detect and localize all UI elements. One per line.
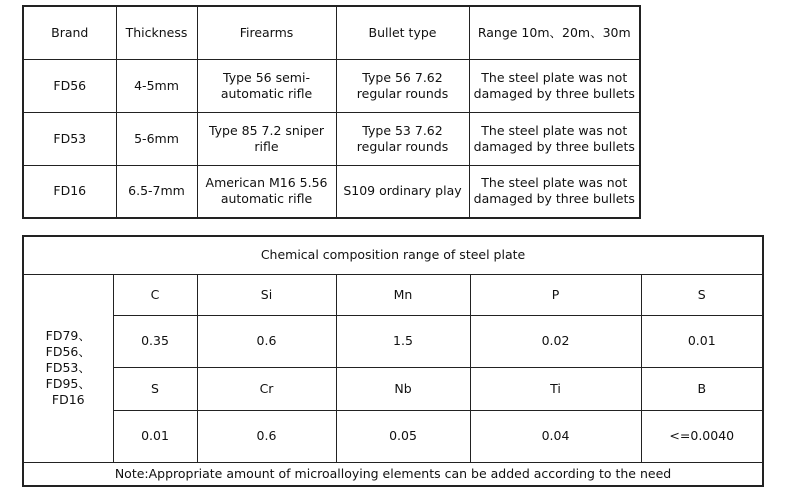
cell-thickness: 6.5-7mm xyxy=(116,165,197,218)
value-cell: 0.6 xyxy=(197,410,336,462)
value-cell: 0.6 xyxy=(197,315,336,367)
chemical-composition-table xyxy=(22,235,764,487)
element-cell: S xyxy=(113,367,197,410)
value-row xyxy=(23,410,763,462)
element-cell: S xyxy=(641,274,763,315)
element-cell: Ti xyxy=(470,367,641,410)
cell-firearms: Type 85 7.2 sniper rifle xyxy=(197,112,336,165)
table-header-row xyxy=(23,6,640,59)
cell-brand: FD53 xyxy=(23,112,116,165)
cell-bullet-type: Type 53 7.62 regular rounds xyxy=(336,112,469,165)
cell-range-result: The steel plate was not damaged by three bullets xyxy=(469,165,640,218)
header-bullet-type: Bullet type xyxy=(336,6,469,59)
value-cell: 0.02 xyxy=(470,315,641,367)
header-firearms: Firearms xyxy=(197,6,336,59)
element-cell: Cr xyxy=(197,367,336,410)
element-cell: Nb xyxy=(336,367,470,410)
cell-firearms: Type 56 semi-automatic rifle xyxy=(197,59,336,112)
brand-list-cell: FD79、FD56、FD53、FD95、FD16 xyxy=(23,274,113,462)
composition-note: Note:Appropriate amount of microalloying elements can be added according to the need xyxy=(23,462,763,486)
table-row xyxy=(23,112,640,165)
element-row xyxy=(23,367,763,410)
element-row xyxy=(23,274,763,315)
value-cell: 0.35 xyxy=(113,315,197,367)
table-row xyxy=(23,165,640,218)
value-cell: 0.01 xyxy=(113,410,197,462)
value-cell: <=0.0040 xyxy=(641,410,763,462)
element-cell: Si xyxy=(197,274,336,315)
cell-brand: FD16 xyxy=(23,165,116,218)
element-cell: Mn xyxy=(336,274,470,315)
cell-thickness: 4-5mm xyxy=(116,59,197,112)
element-cell: B xyxy=(641,367,763,410)
header-thickness: Thickness xyxy=(116,6,197,59)
value-cell: 0.04 xyxy=(470,410,641,462)
value-row xyxy=(23,315,763,367)
cell-firearms: American M16 5.56 automatic rifle xyxy=(197,165,336,218)
cell-bullet-type: S109 ordinary play xyxy=(336,165,469,218)
table-row xyxy=(23,59,640,112)
cell-thickness: 5-6mm xyxy=(116,112,197,165)
element-cell: P xyxy=(470,274,641,315)
note-row xyxy=(23,462,763,486)
cell-range-result: The steel plate was not damaged by three bullets xyxy=(469,59,640,112)
header-brand: Brand xyxy=(23,6,116,59)
header-range: Range 10m、20m、30m xyxy=(469,6,640,59)
cell-brand: FD56 xyxy=(23,59,116,112)
cell-range-result: The steel plate was not damaged by three bullets xyxy=(469,112,640,165)
value-cell: 0.05 xyxy=(336,410,470,462)
bulletproof-test-table xyxy=(22,5,641,219)
value-cell: 1.5 xyxy=(336,315,470,367)
composition-title-row xyxy=(23,236,763,274)
composition-title: Chemical composition range of steel plate xyxy=(23,236,763,274)
cell-bullet-type: Type 56 7.62 regular rounds xyxy=(336,59,469,112)
value-cell: 0.01 xyxy=(641,315,763,367)
element-cell: C xyxy=(113,274,197,315)
